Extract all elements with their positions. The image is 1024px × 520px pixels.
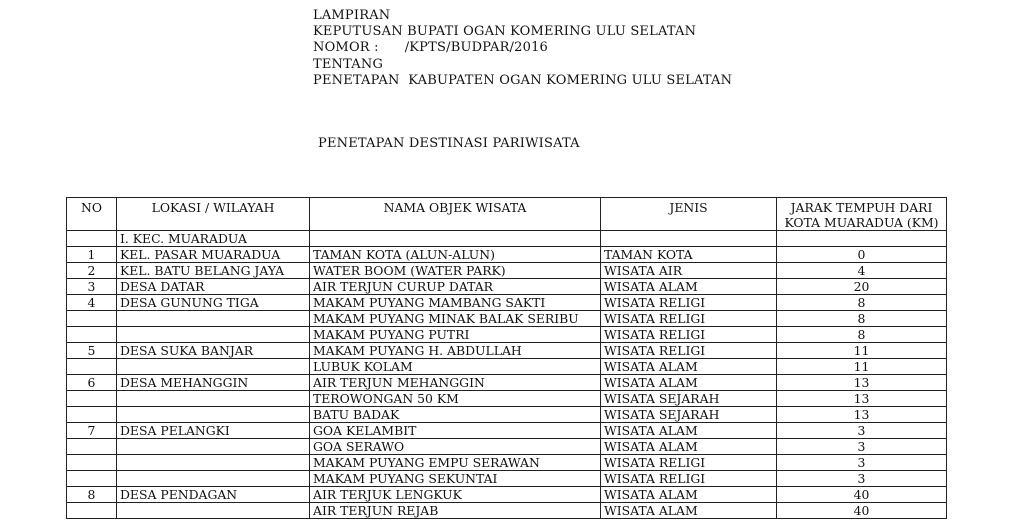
row-lokasi-cell: [117, 503, 310, 519]
group-label: I. KEC. MUARADUA: [117, 231, 310, 247]
row-jenis-cell: WISATA RELIGI: [601, 343, 777, 359]
group-row: [67, 231, 947, 247]
row-no-cell: 6: [67, 375, 117, 391]
row-lokasi-cell: [117, 359, 310, 375]
row-lokasi-cell: [117, 327, 310, 343]
row-jarak-cell: 40: [777, 503, 947, 519]
row-jenis-cell: TAMAN KOTA: [601, 247, 777, 263]
row-jenis-cell: WISATA RELIGI: [601, 471, 777, 487]
row-jenis-cell: WISATA SEJARAH: [601, 391, 777, 407]
row-no-cell: [67, 391, 117, 407]
column-header-jarak: JARAK TEMPUH DARI KOTA MUARADUA (KM): [777, 198, 947, 231]
header-penetapan: PENETAPAN KABUPATEN OGAN KOMERING ULU SELATAN: [313, 72, 733, 88]
row-jenis-cell: WISATA SEJARAH: [601, 407, 777, 423]
row-jenis-cell: WISATA RELIGI: [601, 311, 777, 327]
table-row: [67, 327, 947, 343]
header-keputusan: KEPUTUSAN BUPATI OGAN KOMERING ULU SELATAN: [313, 24, 697, 40]
document-header: [313, 8, 732, 89]
column-header-lokasi: LOKASI / WILAYAH: [117, 198, 310, 231]
table-row: [67, 471, 947, 487]
column-header-nama-objek: NAMA OBJEK WISATA: [310, 198, 601, 231]
row-no-cell: 3: [67, 279, 117, 295]
row-jenis-cell: WISATA ALAM: [601, 503, 777, 519]
table-row: [67, 407, 947, 423]
row-jarak-cell: 3: [777, 439, 947, 455]
row-jarak-cell: 20: [777, 279, 947, 295]
row-lokasi-cell: [117, 311, 310, 327]
row-jarak-cell: 11: [777, 343, 947, 359]
row-jarak-cell: 11: [777, 359, 947, 375]
row-no-cell: 1: [67, 247, 117, 263]
table-row: [67, 311, 947, 327]
row-lokasi-cell: DESA PENDAGAN: [117, 487, 310, 503]
header-lampiran: LAMPIRAN: [313, 8, 391, 23]
row-lokasi-cell: DESA SUKA BANJAR: [117, 343, 310, 359]
group-no-cell: [67, 231, 117, 247]
row-no-cell: [67, 327, 117, 343]
row-lokasi-cell: DESA DATAR: [117, 279, 310, 295]
row-jenis-cell: WISATA ALAM: [601, 359, 777, 375]
row-lokasi-cell: [117, 439, 310, 455]
row-lokasi-cell: [117, 407, 310, 423]
row-lokasi-cell: DESA MEHANGGIN: [117, 375, 310, 391]
row-nama-objek-cell: LUBUK KOLAM: [310, 359, 601, 375]
row-jenis-cell: WISATA ALAM: [601, 279, 777, 295]
row-nama-objek-cell: AIR TERJUK LENGKUK: [310, 487, 601, 503]
row-jarak-cell: 13: [777, 407, 947, 423]
row-no-cell: [67, 439, 117, 455]
row-jarak-cell: 3: [777, 471, 947, 487]
row-no-cell: [67, 455, 117, 471]
row-jenis-cell: WISATA ALAM: [601, 423, 777, 439]
row-nama-objek-cell: MAKAM PUYANG SEKUNTAI: [310, 471, 601, 487]
row-nama-objek-cell: GOA SERAWO: [310, 439, 601, 455]
table-row: [67, 359, 947, 375]
row-nama-objek-cell: TEROWONGAN 50 KM: [310, 391, 601, 407]
row-nama-objek-cell: AIR TERJUN REJAB: [310, 503, 601, 519]
row-jarak-cell: 40: [777, 487, 947, 503]
row-jarak-cell: 8: [777, 295, 947, 311]
row-jarak-cell: 13: [777, 375, 947, 391]
row-no-cell: [67, 503, 117, 519]
section-title: PENETAPAN DESTINASI PARIWISATA: [318, 136, 580, 151]
row-no-cell: 2: [67, 263, 117, 279]
header-nomor: NOMOR : /KPTS/BUDPAR/2016: [313, 40, 549, 56]
row-jenis-cell: WISATA RELIGI: [601, 455, 777, 471]
row-lokasi-cell: [117, 471, 310, 487]
row-no-cell: 4: [67, 295, 117, 311]
row-jenis-cell: WISATA ALAM: [601, 439, 777, 455]
table-row: [67, 423, 947, 439]
table-row: [67, 263, 947, 279]
table-row: [67, 375, 947, 391]
row-lokasi-cell: DESA PELANGKI: [117, 423, 310, 439]
group-empty-cell: [777, 231, 947, 247]
row-nama-objek-cell: MAKAM PUYANG EMPU SERAWAN: [310, 455, 601, 471]
row-no-cell: 8: [67, 487, 117, 503]
row-nama-objek-cell: TAMAN KOTA (ALUN-ALUN): [310, 247, 601, 263]
group-empty-cell: [310, 231, 601, 247]
row-no-cell: [67, 311, 117, 327]
row-no-cell: [67, 471, 117, 487]
table-row: [67, 279, 947, 295]
row-jenis-cell: WISATA AIR: [601, 263, 777, 279]
table-row: [67, 343, 947, 359]
row-jarak-cell: 0: [777, 247, 947, 263]
row-nama-objek-cell: AIR TERJUN MEHANGGIN: [310, 375, 601, 391]
row-nama-objek-cell: AIR TERJUN CURUP DATAR: [310, 279, 601, 295]
row-no-cell: 5: [67, 343, 117, 359]
table-row: [67, 439, 947, 455]
row-jenis-cell: WISATA RELIGI: [601, 327, 777, 343]
row-jenis-cell: WISATA ALAM: [601, 487, 777, 503]
row-nama-objek-cell: WATER BOOM (WATER PARK): [310, 263, 601, 279]
row-jarak-cell: 13: [777, 391, 947, 407]
row-jarak-cell: 8: [777, 311, 947, 327]
row-jarak-cell: 8: [777, 327, 947, 343]
group-empty-cell: [601, 231, 777, 247]
table-row: [67, 487, 947, 503]
row-nama-objek-cell: BATU BADAK: [310, 407, 601, 423]
row-nama-objek-cell: GOA KELAMBIT: [310, 423, 601, 439]
table-body: [67, 231, 947, 519]
table-row: [67, 503, 947, 519]
row-nama-objek-cell: MAKAM PUYANG MINAK BALAK SERIBU: [310, 311, 601, 327]
row-jarak-cell: 4: [777, 263, 947, 279]
row-jenis-cell: WISATA ALAM: [601, 375, 777, 391]
table-header-row: [67, 198, 947, 231]
row-jenis-cell: WISATA RELIGI: [601, 295, 777, 311]
row-lokasi-cell: [117, 455, 310, 471]
row-nama-objek-cell: MAKAM PUYANG PUTRI: [310, 327, 601, 343]
header-tentang: TENTANG: [313, 56, 384, 72]
table-row: [67, 247, 947, 263]
table-row: [67, 391, 947, 407]
row-jarak-cell: 3: [777, 455, 947, 471]
row-nama-objek-cell: MAKAM PUYANG MAMBANG SAKTI: [310, 295, 601, 311]
row-no-cell: [67, 407, 117, 423]
row-no-cell: 7: [67, 423, 117, 439]
row-lokasi-cell: [117, 391, 310, 407]
row-nama-objek-cell: MAKAM PUYANG H. ABDULLAH: [310, 343, 601, 359]
table-row: [67, 455, 947, 471]
row-lokasi-cell: DESA GUNUNG TIGA: [117, 295, 310, 311]
row-lokasi-cell: KEL. BATU BELANG JAYA: [117, 263, 310, 279]
row-jarak-cell: 3: [777, 423, 947, 439]
row-no-cell: [67, 359, 117, 375]
column-header-no: NO: [67, 198, 117, 231]
table-row: [67, 295, 947, 311]
column-header-jenis: JENIS: [601, 198, 777, 231]
row-lokasi-cell: KEL. PASAR MUARADUA: [117, 247, 310, 263]
destination-table: [66, 197, 947, 519]
